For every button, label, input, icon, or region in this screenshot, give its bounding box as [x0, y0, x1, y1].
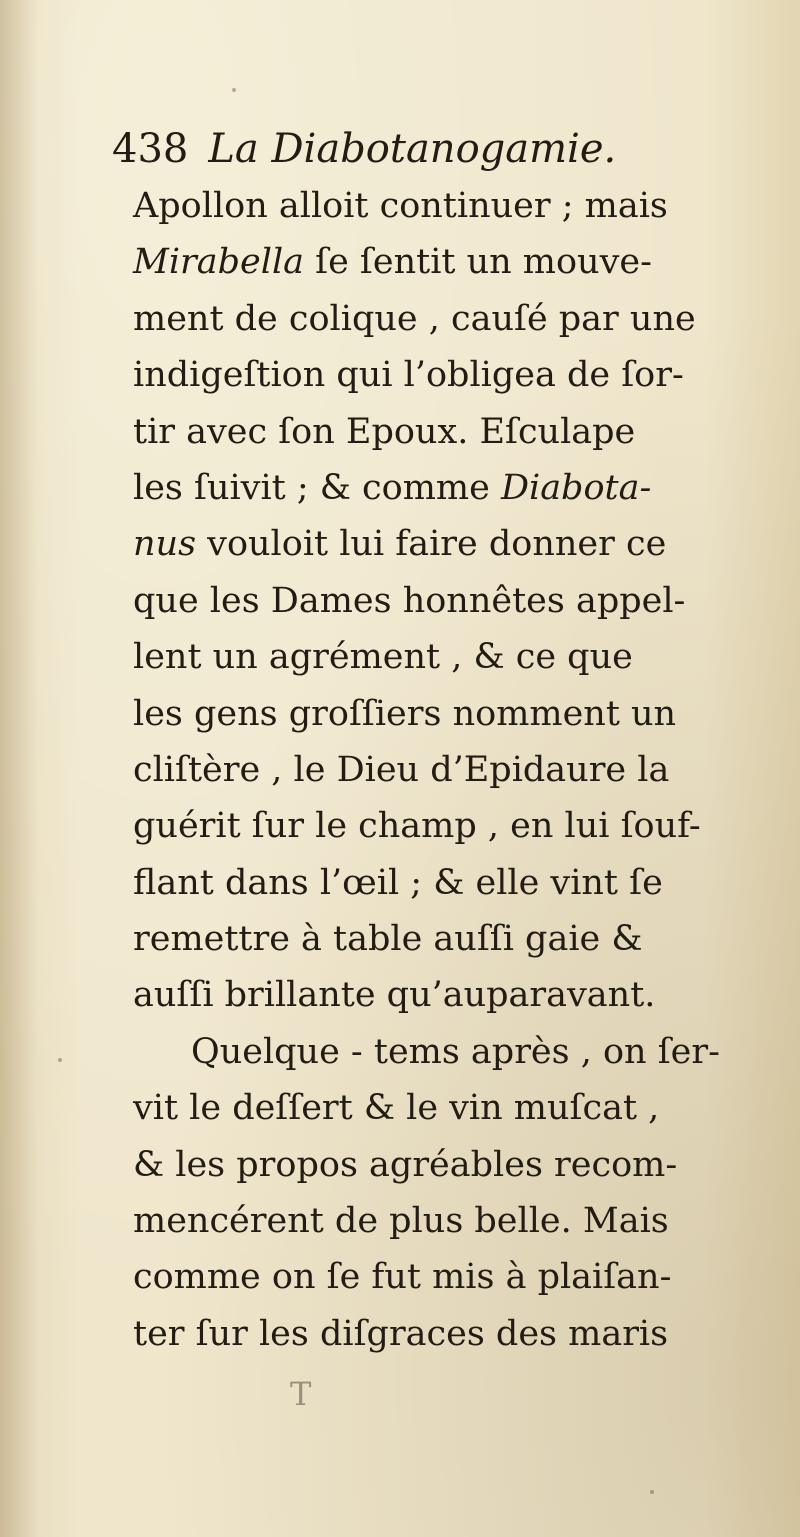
text-line — [133, 573, 743, 629]
text-line — [133, 516, 743, 572]
text-segment: Apollon alloit continuer ; mais — [133, 186, 668, 226]
text-segment: & les propos agréables recom- — [133, 1144, 678, 1185]
text-segment: flant dans l’œil ; & elle vint ſe — [133, 862, 663, 903]
text-segment: indigeſtion qui l’obligea de ſor- — [133, 355, 684, 396]
text-line — [133, 855, 743, 911]
signature-mark: T — [290, 1375, 312, 1413]
text-line — [133, 742, 743, 798]
text-segment: vouloit lui faire donner ce — [196, 524, 667, 565]
text-segment: cliſtère , le Dieu d’Epidaure la — [133, 749, 670, 790]
text-line — [133, 460, 743, 516]
text-line — [133, 798, 743, 854]
italic-text-segment: Diabota- — [500, 467, 652, 508]
text-line — [133, 1024, 743, 1080]
text-segment: vit le deſſert & le vin muſcat , — [133, 1088, 660, 1129]
paper-speck — [232, 88, 236, 92]
paper-speck — [650, 1490, 654, 1494]
text-line — [133, 1306, 743, 1362]
italic-text-segment: nus — [133, 524, 197, 565]
italic-text-segment: Mirabella — [133, 242, 305, 283]
text-segment: les gens groſſiers nomment un — [133, 693, 677, 734]
text-segment: mencérent de plus belle. Mais — [133, 1201, 669, 1242]
text-segment: ment de colique , cauſé par une — [133, 298, 696, 339]
text-line — [133, 911, 743, 967]
body-text — [133, 178, 743, 1368]
text-line — [133, 1249, 743, 1305]
text-line — [133, 1137, 743, 1193]
text-line — [133, 347, 743, 403]
text-segment: Quelque - tems après , on ſer- — [191, 1031, 720, 1072]
text-segment: auſſi brillante qu’auparavant. — [133, 975, 656, 1016]
text-line — [133, 686, 743, 742]
text-segment: remettre à table auſſi gaie & — [133, 919, 643, 960]
text-segment: comme on ſe fut mis à plaiſan- — [133, 1257, 672, 1298]
text-line — [133, 404, 743, 460]
text-segment: guérit ſur le champ , en lui ſouf- — [133, 806, 701, 847]
text-line — [133, 1080, 743, 1136]
text-line — [133, 967, 743, 1023]
text-line — [133, 234, 743, 290]
running-header — [112, 124, 732, 174]
paper-speck — [58, 1058, 62, 1062]
page-gutter-shadow — [0, 0, 38, 1537]
text-segment: ſe ſentit un mouve- — [304, 242, 652, 283]
text-line — [133, 629, 743, 685]
text-segment: lent un agrément , & ce que — [133, 637, 633, 678]
text-line — [133, 291, 743, 347]
running-title: La Diabotanogamie. — [208, 126, 617, 172]
page-number: 438 — [112, 126, 189, 172]
text-segment: tir avec ſon Epoux. Eſculape — [133, 411, 636, 452]
text-segment: que les Dames honnêtes appel- — [133, 580, 686, 621]
text-line — [133, 1193, 743, 1249]
text-line — [133, 178, 743, 234]
text-segment: ter ſur les diſgraces des maris — [133, 1313, 669, 1354]
text-segment: les ſuivit ; & comme — [133, 467, 501, 508]
